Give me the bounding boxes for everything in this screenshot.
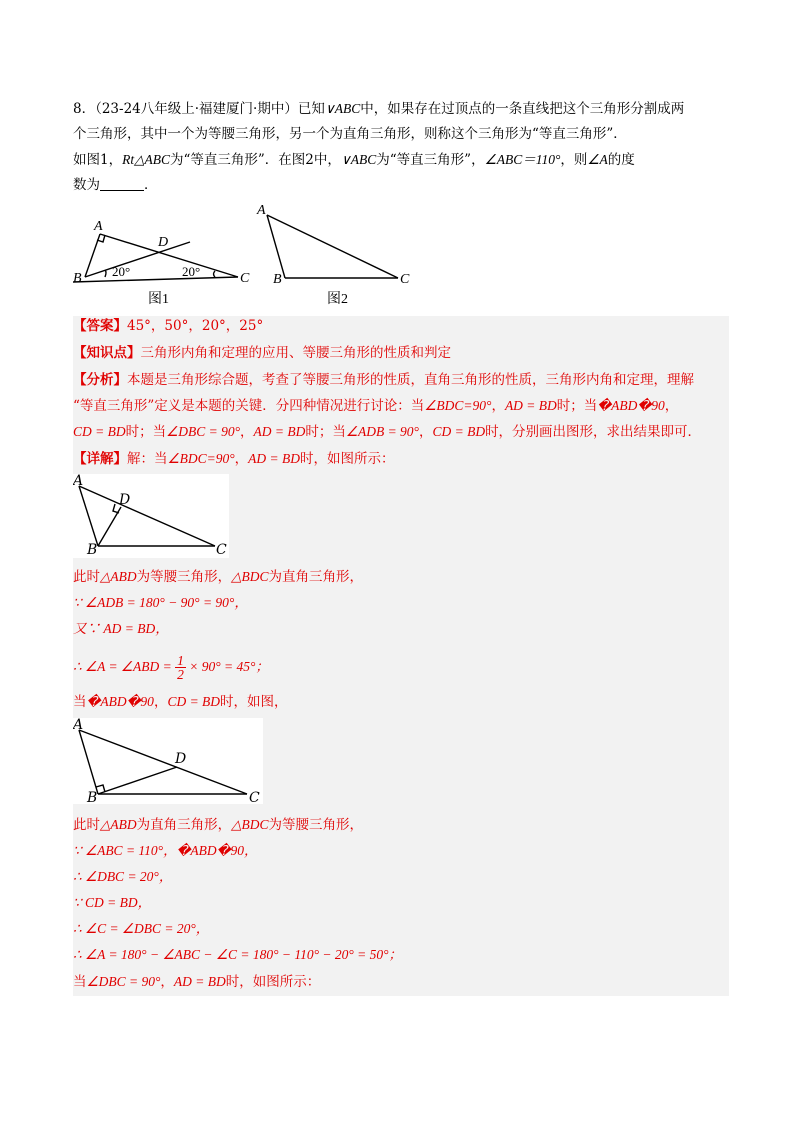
sol2-side-ab — [79, 730, 98, 794]
fig2-label-c: C — [400, 272, 410, 287]
fig1-label-c: C — [240, 271, 250, 286]
analysis-line-1: 【分析】本题是三角形综合题，考查了等腰三角形的性质，直角三角形的性质，三角形内角和定理，理解 — [73, 372, 694, 388]
case2-line-3: ∵ ∠ABC = 110°，�ABD�90， — [73, 843, 258, 858]
sol2-label-d: D — [175, 751, 187, 767]
fig1-angle-b: 20° — [112, 264, 131, 279]
answer-blank — [100, 176, 144, 191]
question-line-4: 数为 ． — [73, 177, 158, 193]
sol1-label-b: B — [87, 542, 98, 558]
fig1-side-bc — [73, 277, 238, 282]
sol1-label-d: D — [119, 492, 131, 508]
analysis-line-2: “等直三角形”定义是本题的关键．分四种情况进行讨论：当∠BDC=90°，AD = BD时；当�ABD�90， — [73, 398, 679, 414]
sol2-side-ac — [79, 730, 247, 794]
case1-line-2: ∵ ∠ADB = 180° − 90° = 90°， — [73, 595, 248, 610]
sol1-label-a: A — [73, 474, 84, 489]
fig1-label-b: B — [73, 271, 82, 286]
sol1-label-c: C — [216, 542, 227, 558]
fig2-label-a: A — [257, 203, 266, 218]
sol2-label-b: B — [87, 790, 98, 804]
fig1-caption: 图1 — [148, 292, 169, 307]
detail-line-1: 【详解】解：当∠BDC=90°，AD = BD时，如图所示： — [73, 451, 395, 467]
analysis-line-3: CD = BD时；当∠DBC = 90°，AD = BD时；当∠ADB = 90°，CD = BD时，分别画出图形，求出结果即可． — [73, 424, 702, 440]
question-line-2: 个三角形，其中一个为等腰三角形，另一个为直角三角形，则称这个三角形为“等直三角形”． — [73, 126, 627, 142]
fig1-line-bd — [85, 242, 190, 277]
fig1-label-a: A — [94, 219, 103, 234]
figure-1 — [70, 200, 270, 314]
case2-line-6: ∴ ∠C = ∠DBC = 20°， — [73, 921, 210, 936]
case1-line-1: 此时△ABD为等腰三角形，△BDC为直角三角形， — [73, 569, 364, 585]
fig2-side-ab — [267, 215, 285, 278]
fig1-arc-b — [105, 270, 106, 277]
knowledge-line: 【知识点】三角形内角和定理的应用、等腰三角形的性质和判定 — [73, 345, 451, 361]
case3-line-1: 当∠DBC = 90°，AD = BD时，如图所示： — [73, 974, 321, 990]
figure-2 — [255, 200, 425, 314]
question-number: 8． — [73, 101, 96, 117]
sol2-label-a: A — [73, 718, 84, 733]
case1-line-3: 又∵ AD = BD， — [73, 621, 169, 636]
solution-figure-1 — [73, 474, 229, 558]
fig1-angle-c: 20° — [182, 264, 201, 279]
fig2-caption: 图2 — [327, 292, 348, 307]
question-block — [73, 96, 733, 198]
fig2-side-ac — [267, 215, 398, 278]
fraction-one-half: $\frac{1}{2}$ — [177, 653, 184, 683]
fig1-arc-c — [214, 271, 216, 277]
case1-line-4: ∴ ∠A = ∠ABD = $\frac{1}{2}$ × 90° = 45°； — [73, 653, 269, 683]
question-line-1: 8．（23-24八年级上·福建厦门·期中）已知∨ABC中，如果存在过顶点的一条直线把这个三角形分割成两 — [73, 101, 685, 117]
case2-line-5: ∵ CD = BD， — [73, 895, 152, 910]
sol2-label-c: C — [249, 790, 260, 804]
sol1-side-ac — [79, 486, 215, 546]
question-line-3: 如图1，Rt△ABC为“等直三角形”．在图2中，∨ABC为“等直三角形”，∠ABC＝110°，则∠A的度 — [73, 152, 635, 168]
fig2-label-b: B — [273, 272, 282, 287]
case2-line-1: 当�ABD�90，CD = BD时，如图， — [73, 694, 288, 710]
solution-figure-2 — [73, 718, 263, 804]
sol2-line-bd — [98, 767, 177, 794]
case2-line-2: 此时△ABD为直角三角形，△BDC为等腰三角形， — [73, 817, 364, 833]
sol1-side-ab — [79, 486, 98, 546]
fig1-label-d: D — [158, 235, 169, 250]
case2-line-4: ∴ ∠DBC = 20°， — [73, 869, 173, 884]
answer-block — [73, 316, 729, 996]
case2-line-7: ∴ ∠A = 180° − ∠ABC − ∠C = 180° − 110° − 20° = 50°； — [73, 947, 403, 962]
answer-line: 【答案】45°，50°，20°，25° — [73, 318, 264, 334]
